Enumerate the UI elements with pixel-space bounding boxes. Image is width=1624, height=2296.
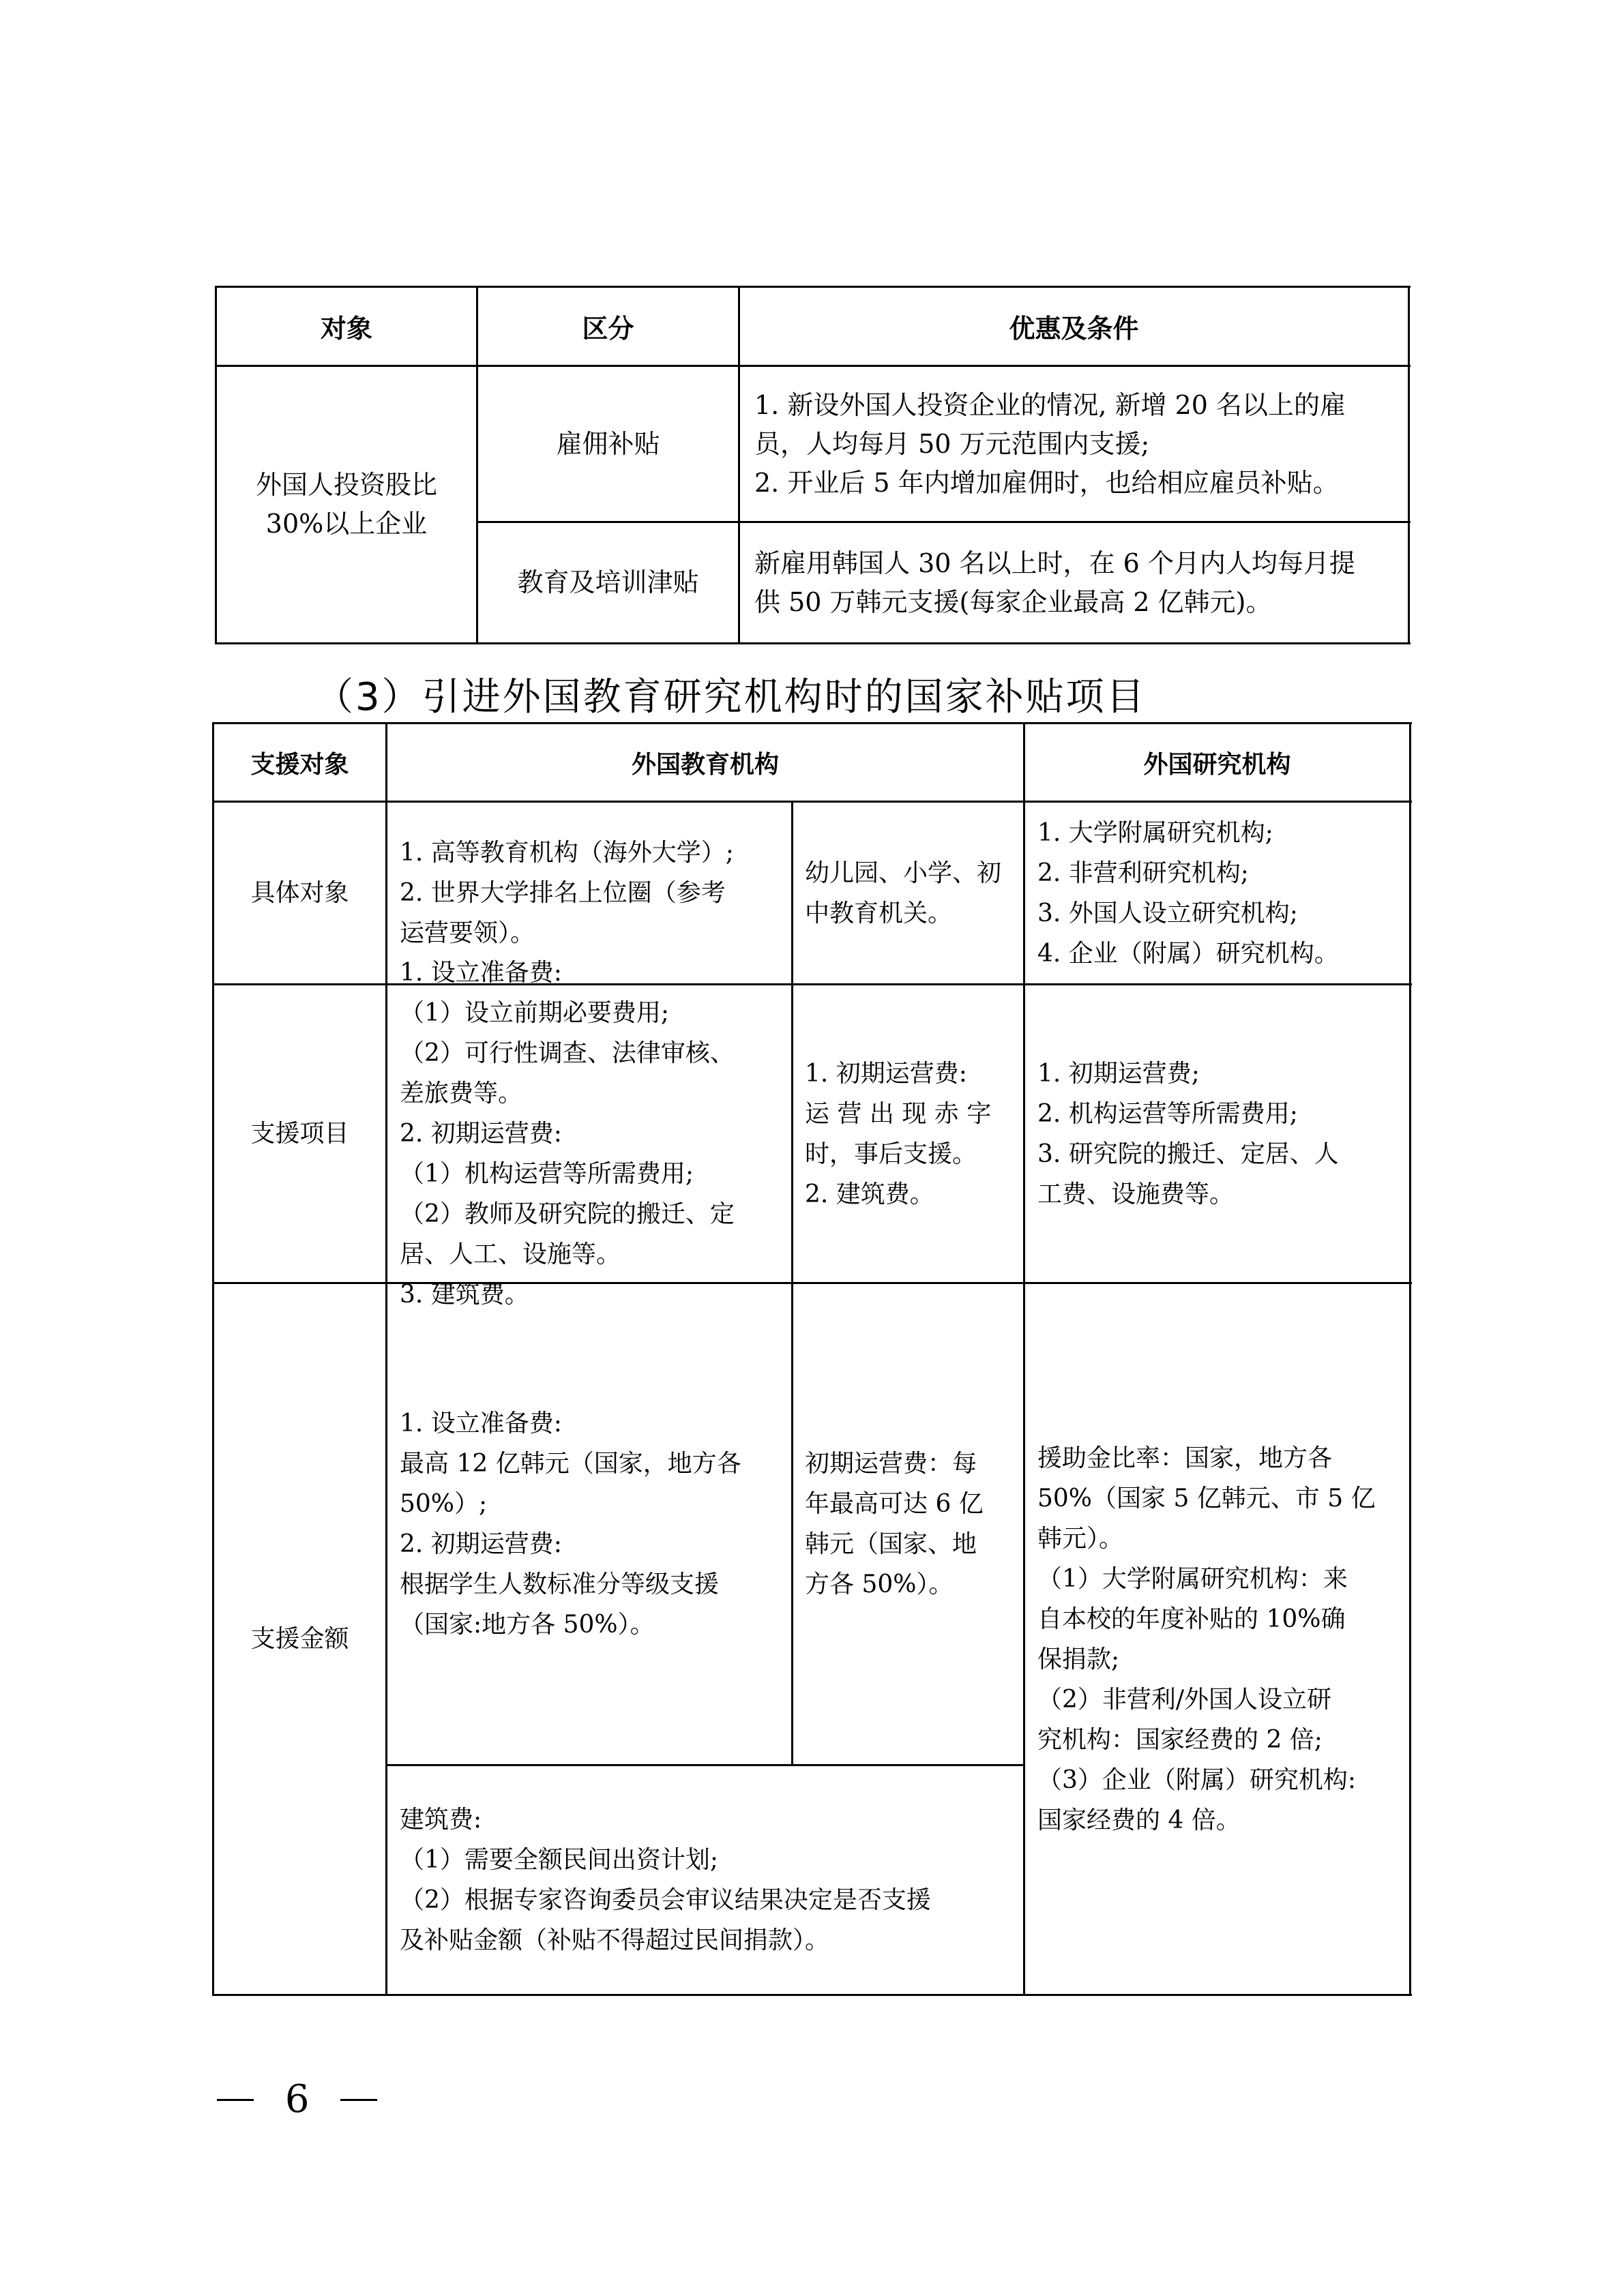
cell-line: 3. 外国人设立研究机构; <box>1037 899 1298 927</box>
cell-line: 时，事后支援。 <box>805 1139 977 1168</box>
cell-line: 方各 50%）。 <box>805 1570 954 1598</box>
cell-line: 幼儿园、小学、初 <box>805 859 1002 887</box>
cell-line: （2）教师及研究院的搬迁、定 <box>400 1200 735 1228</box>
cell-line: 4. 企业（附属）研究机构。 <box>1037 939 1339 968</box>
cell-line: 究机构：国家经费的 2 倍; <box>1037 1725 1323 1754</box>
cell-line: （1）设立前期必要费用; <box>400 999 670 1027</box>
cell-line: 1. 高等教育机构（海外大学）; <box>400 839 734 867</box>
cell-line: （2）非营利/外国人设立研 <box>1037 1685 1332 1714</box>
cell-line: 根据学生人数标准分等级支援 <box>400 1570 720 1598</box>
cell-line: 年最高可达 6 亿 <box>805 1490 984 1518</box>
cell-line: （2）可行性调查、法律审核、 <box>400 1039 735 1067</box>
section-heading: （3）引进外国教育研究机构时的国家补贴项目 <box>315 675 1147 719</box>
conditions-line: 员，人均每月 50 万元范围内支援; <box>754 428 1150 459</box>
cell-line: （3）企业（附属）研究机构: <box>1037 1765 1357 1794</box>
cell-line: 最高 12 亿韩元（国家，地方各 <box>400 1450 741 1478</box>
edu-higher-cell <box>400 1284 790 1764</box>
row-label <box>214 1284 385 1994</box>
row-label <box>214 985 385 1282</box>
table-border <box>213 1994 1412 1996</box>
cell-line: （1）机构运营等所需费用; <box>400 1160 694 1188</box>
conditions-cell <box>754 367 1406 521</box>
cell-line: （2）根据专家咨询委员会审议结果决定是否支援 <box>400 1886 931 1914</box>
cell-line: 1. 设立准备费: <box>400 1410 562 1437</box>
cell-line: 及补贴金额（补贴不得超过民间捐款）。 <box>400 1926 830 1954</box>
cell-line: （国家:地方各 50%）。 <box>400 1611 655 1639</box>
table-header-category <box>478 288 738 365</box>
cell-line: 3. 研究院的搬迁、定居、人 <box>1037 1139 1339 1168</box>
dash-left <box>217 2099 254 2101</box>
cell-line: 2. 非营利研究机构; <box>1037 859 1249 887</box>
table-header-conditions <box>740 288 1408 365</box>
table-border <box>1408 286 1410 644</box>
category-cell <box>478 523 738 642</box>
cell-line: 国家经费的 4 倍。 <box>1037 1806 1241 1834</box>
table-border <box>216 642 1411 644</box>
cell-line: 50%（国家 5 亿韩元、市 5 亿 <box>1037 1484 1376 1512</box>
table-border <box>1409 722 1411 1996</box>
cell-line: 自本校的年度补贴的 10%确 <box>1037 1605 1346 1633</box>
cell-line: （1）需要全额民间出资计划; <box>400 1846 719 1874</box>
target-cell <box>217 367 476 642</box>
page-number-value: 6 <box>284 2077 310 2121</box>
cell-line: 2. 机构运营等所需费用; <box>1037 1099 1298 1128</box>
target-line: 30%以上企业 <box>265 509 428 539</box>
row-label-text: 支援项目 <box>250 1120 349 1148</box>
cell-line: 1. 初期运营费: <box>805 1059 967 1088</box>
cell-line: 2. 建筑费。 <box>805 1180 934 1208</box>
category-label: 教育及培训津贴 <box>517 567 699 597</box>
edu-k12-cell <box>805 803 1022 983</box>
cell-line: （1）大学附属研究机构：来 <box>1037 1564 1348 1593</box>
table-border <box>1023 722 1025 1996</box>
cell-line: 建筑费: <box>400 1806 482 1834</box>
page-number <box>217 2077 377 2121</box>
table-header-target <box>217 288 476 365</box>
research-cell <box>1037 803 1408 983</box>
cell-line: 居、人工、设施等。 <box>400 1240 621 1268</box>
cell-line: 1. 设立准备费: <box>400 959 562 987</box>
table-border <box>385 722 387 1996</box>
header-label: 优惠及条件 <box>1009 314 1139 344</box>
cell-line: 2. 世界大学排名上位圈（参考 <box>400 879 726 907</box>
cell-line: 50%）; <box>400 1490 488 1518</box>
dash-right <box>340 2099 377 2101</box>
cell-line: 2. 初期运营费: <box>400 1120 562 1148</box>
table-header-research <box>1025 724 1409 801</box>
cell-line: 韩元（国家、地 <box>805 1530 977 1558</box>
cell-line: 1. 大学附属研究机构; <box>1037 818 1273 847</box>
cell-line: 工费、设施费等。 <box>1037 1180 1235 1208</box>
table-header-edu <box>387 724 1023 801</box>
conditions-line: 2. 开业后 5 年内增加雇佣时，也给相应雇员补贴。 <box>754 467 1339 498</box>
cell-line: 中教育机关。 <box>805 899 953 927</box>
cell-line: 初期运营费：每 <box>805 1450 977 1478</box>
header-label: 对象 <box>320 314 372 344</box>
conditions-cell <box>754 523 1406 642</box>
header-label: 区分 <box>582 314 634 344</box>
research-cell <box>1037 985 1408 1282</box>
cell-line: 运营要领）。 <box>400 919 535 947</box>
edu-higher-cell <box>400 959 790 1309</box>
target-line: 外国人投资股比 <box>255 470 437 500</box>
cell-line: 韩元）。 <box>1037 1524 1124 1553</box>
edu-building-cell <box>400 1766 1022 1994</box>
category-label: 雇佣补贴 <box>556 428 660 459</box>
cell-line: 运 营 出 现 赤 字 <box>805 1099 992 1128</box>
header-label: 外国研究机构 <box>1143 750 1291 779</box>
cell-line: 1. 初期运营费; <box>1037 1059 1200 1088</box>
conditions-line: 新雇用韩国人 30 名以上时，在 6 个月内人均每月提 <box>754 548 1355 578</box>
cell-line: 2. 初期运营费: <box>400 1530 562 1558</box>
conditions-line: 供 50 万韩元支援(每家企业最高 2 亿韩元)。 <box>754 586 1272 617</box>
header-label: 支援对象 <box>250 750 349 779</box>
cell-line: 保捐款; <box>1037 1645 1120 1673</box>
edu-k12-cell <box>805 985 1022 1282</box>
row-label-text: 支援金额 <box>250 1625 349 1653</box>
research-cell <box>1037 1284 1408 1994</box>
edu-k12-cell <box>805 1284 1022 1764</box>
row-label-text: 具体对象 <box>250 879 349 907</box>
cell-line: 援助金比率：国家，地方各 <box>1037 1444 1333 1472</box>
table-border <box>791 801 793 1766</box>
category-cell <box>478 367 738 521</box>
header-label: 外国教育机构 <box>631 750 779 779</box>
cell-line: 差旅费等。 <box>400 1079 523 1107</box>
table-header-support-target <box>214 724 385 801</box>
conditions-line: 1. 新设外国人投资企业的情况, 新增 20 名以上的雇 <box>754 389 1346 420</box>
cell-line: 3. 建筑费。 <box>400 1281 529 1309</box>
row-label <box>214 803 385 983</box>
